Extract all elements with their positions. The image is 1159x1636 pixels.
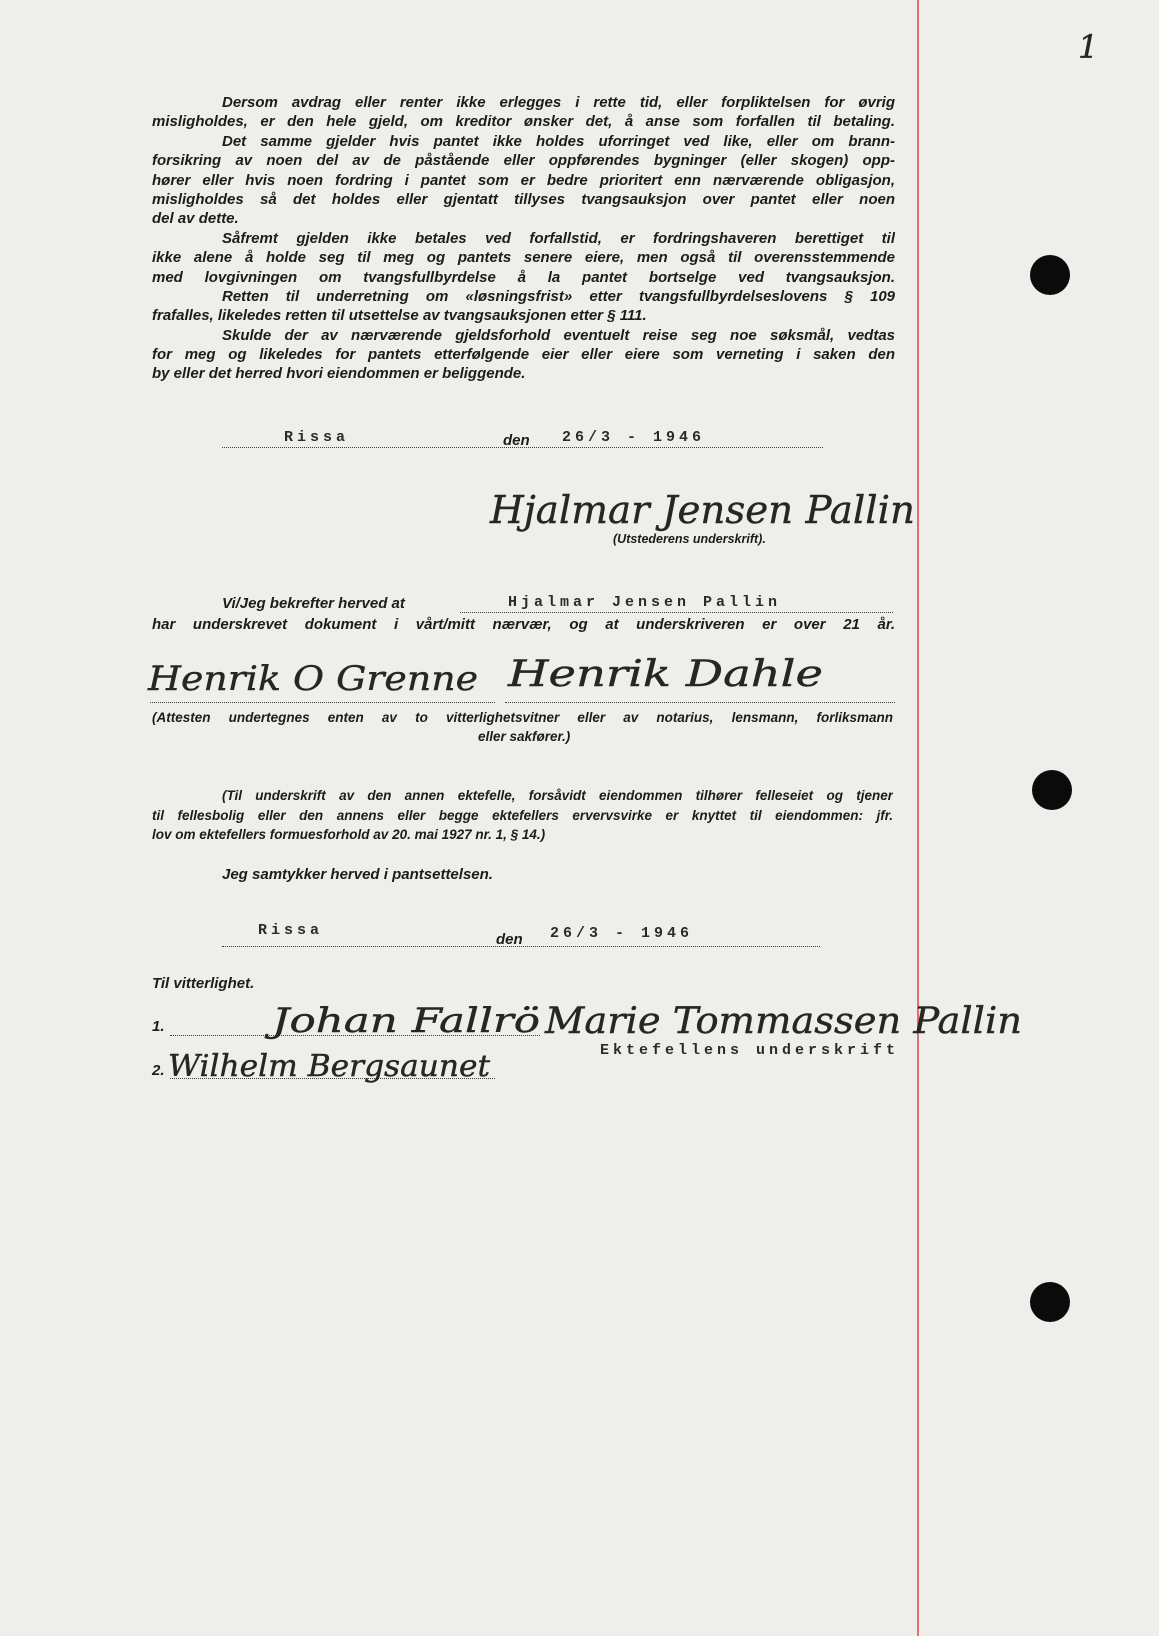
terms-line: del av dette. <box>152 210 239 228</box>
spouse-note-line: lov om ektefellers formuesforhold av 20. mai 1927 nr. 1, § 14.) <box>152 827 546 842</box>
spouse-consent-note <box>152 786 893 845</box>
terms-line: by eller det herred hvori eiendommen er beliggende. <box>152 365 526 383</box>
spouse-note-line: til fellesbolig eller den annens eller begge ektefellers ervervsvirke er knyttet til eiendommen: jfr. <box>152 807 893 823</box>
attestation-intro: Vi/Jeg bekrefter herved at <box>222 595 405 612</box>
terms-line: forsikring av noen del av de påstående eller oppførendes bygninger (eller skogen) opp- <box>152 152 895 170</box>
issuer-den-label: den <box>503 432 530 449</box>
spouse-signature: Marie Tommassen Pallin <box>543 1001 1022 1042</box>
terms-line: Såfremt gjelden ikke betales ved forfallstid, er fordringshaveren berettiget til <box>222 229 895 247</box>
spouse-signature-caption: Ektefellens underskrift <box>600 1042 900 1059</box>
terms-line: Skulde der av nærværende gjeldsforhold eventuelt reise seg noe søksmål, vedtas <box>222 326 895 344</box>
terms-line: Dersom avdrag eller renter ikke erlegges i rette tid, eller forpliktelsen for øvrig <box>222 94 895 111</box>
consent-place: Rissa <box>258 922 324 939</box>
terms-paragraph <box>152 287 895 326</box>
attest-witness-signature: Henrik O Grenne <box>146 659 479 699</box>
attestation-statement: har underskrevet dokument i vårt/mitt nærvær, og at underskriveren er over 21 år. <box>152 616 895 633</box>
terms-paragraph <box>152 326 895 384</box>
terms-paragraph <box>152 132 895 229</box>
terms-paragraph <box>152 93 895 132</box>
attestation-note-end: eller sakfører.) <box>478 729 571 744</box>
terms-line: Det samme gjelder hvis pantet ikke holdes uforringet ved like, eller om brann- <box>222 132 895 150</box>
terms-paragraph <box>152 229 895 287</box>
terms-line: Retten til underretning om «løsningsfrist» etter tvangsfullbyrdelseslovens § 109 <box>222 287 895 305</box>
terms-line: frafalles, likeledes retten til utsettelse av tvangsauksjonen etter § 111. <box>152 307 647 325</box>
attestation-name: Hjalmar Jensen Pallin <box>508 594 782 611</box>
witness-number: 2. <box>152 1062 165 1079</box>
page-mark: 1 <box>1078 28 1099 66</box>
margin-rule <box>917 0 919 1636</box>
terms-line: misligholdes, er den hele gjeld, om kreditor ønsker det, å anse som forfallen til betaling. <box>152 113 895 131</box>
terms-line: med lovgivningen om tvangsfullbyrdelse å la pantet bortselge ved tvangsauksjon. <box>152 268 895 286</box>
witness-number: 1. <box>152 1018 165 1035</box>
punch-hole <box>1032 770 1072 810</box>
witness-signature: Johan Fallrö <box>264 1001 540 1041</box>
spouse-note-line: (Til underskrift av den annen ektefelle, forsåvidt eiendommen tilhører felleseiet og tjener <box>222 788 893 803</box>
issuer-signature-caption: (Utstederens underskrift). <box>613 532 766 546</box>
consent-statement: Jeg samtykker herved i pantsettelsen. <box>222 866 493 883</box>
attest-witness-signature: Henrik Dahle <box>506 654 823 695</box>
witness-signature: Wilhelm Bergsaunet <box>168 1049 491 1084</box>
witness-rule <box>170 1078 495 1079</box>
witness-signature-rule <box>505 702 895 703</box>
punch-hole <box>1030 255 1070 295</box>
terms-line: ikke alene å holde seg til meg og pantets senere eiere, men også til overensstemmende <box>152 249 895 267</box>
witness-signature-rule <box>150 702 495 703</box>
issuer-signature: Hjalmar Jensen Pallin <box>488 488 915 532</box>
terms-line: misligholdes så det holdes eller gjentatt tillyses tvangsauksjon over pantet eller noen <box>152 190 895 208</box>
issuer-place: Rissa <box>284 429 350 446</box>
punch-hole <box>1030 1282 1070 1322</box>
consent-den-label: den <box>496 931 523 948</box>
witness-heading: Til vitterlighet. <box>152 975 255 992</box>
witness-rule <box>170 1035 540 1036</box>
mortgage-terms <box>152 93 895 384</box>
consent-date: 26/3 - 1946 <box>550 925 694 942</box>
terms-line: for meg og likeledes for pantets etterfølgende eier eller eiere som verneting i saken den <box>152 346 895 364</box>
issuer-date: 26/3 - 1946 <box>562 429 706 446</box>
terms-line: hører eller hvis noen fordring i pantet som er bedre prioritert enn nærværende obligasjon, <box>152 171 895 189</box>
attestation-note: (Attesten undertegnes enten av to vitterlighetsvitner eller av notarius, lensmann, forliksmann <box>152 710 893 725</box>
